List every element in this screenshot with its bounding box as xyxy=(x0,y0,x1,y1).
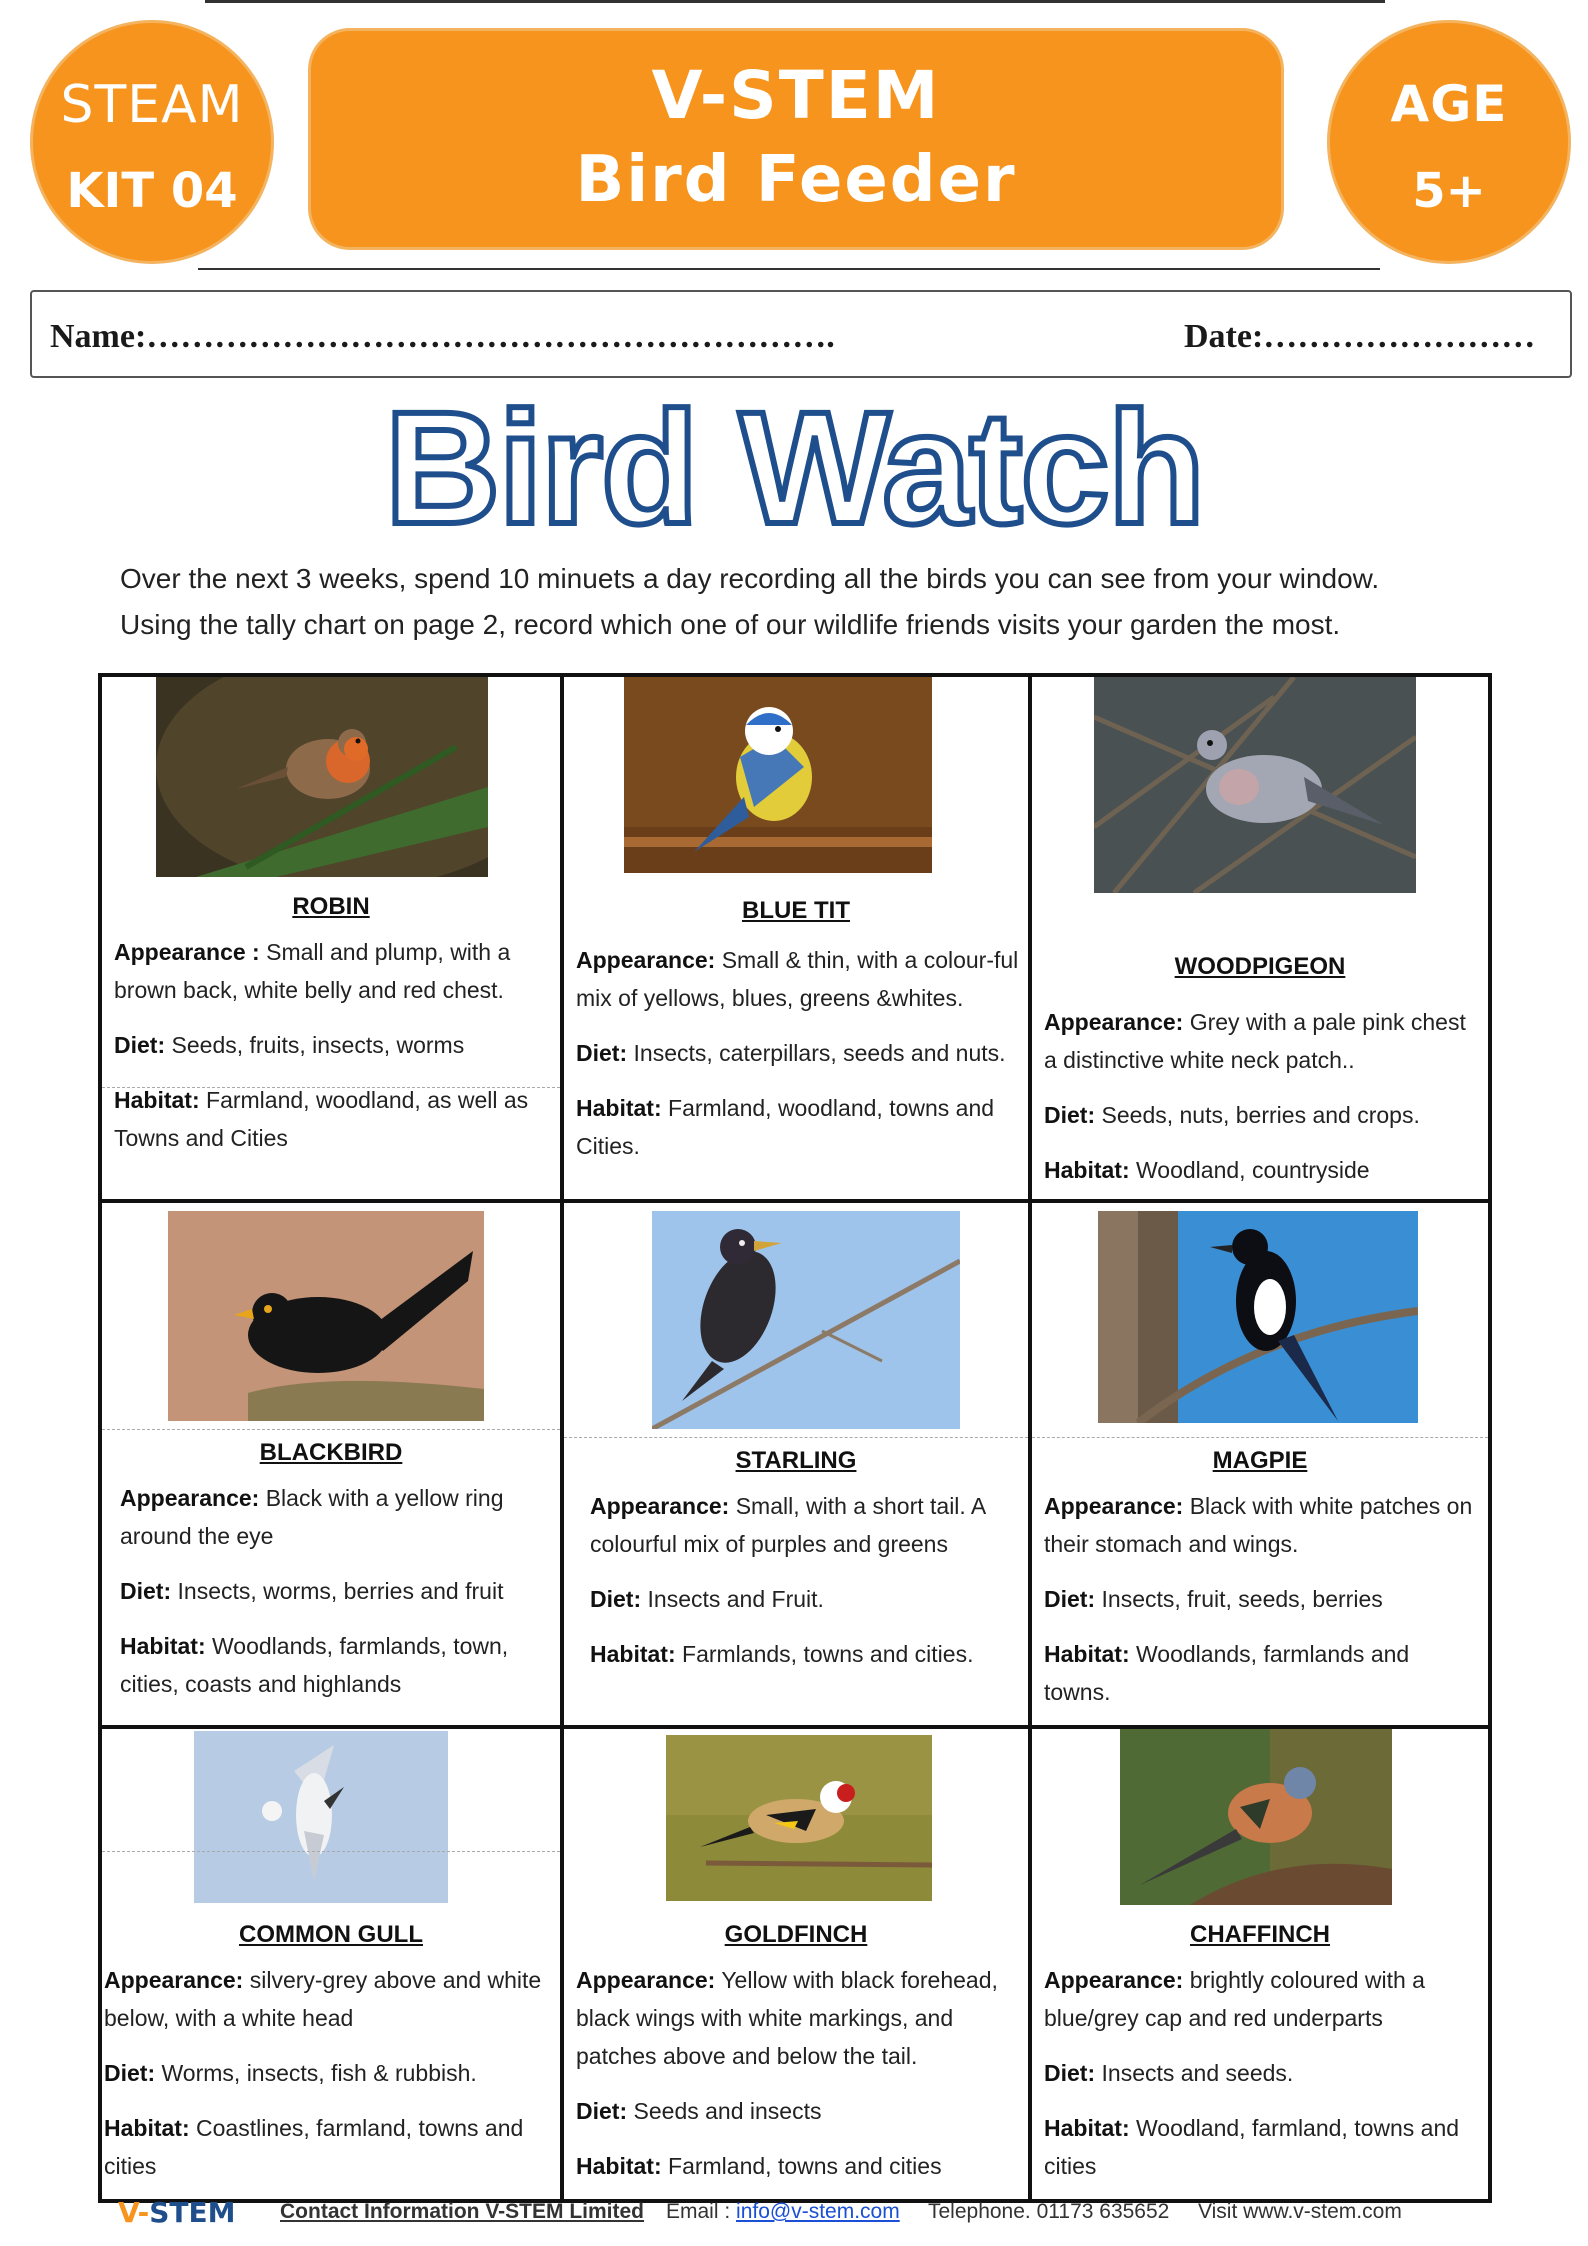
habitat-label: Habitat: xyxy=(576,1095,662,1121)
intro-line1: Over the next 3 weeks, spend 10 minuets a day recording all the birds you can see from your window. xyxy=(120,563,1380,594)
website[interactable]: Visit www.v-stem.com xyxy=(1198,2200,1402,2223)
diet-label: Diet: xyxy=(1044,1586,1096,1612)
habitat-label: Habitat: xyxy=(1044,1641,1130,1667)
appearance-text: Grey with a pale pink chest a distinctive white neck patch.. xyxy=(1044,1009,1466,1073)
footer xyxy=(118,2196,1518,2236)
badge-line1: STEAM xyxy=(60,75,244,135)
bird-info xyxy=(576,941,1020,1182)
diet-text: Insects and Fruit. xyxy=(647,1586,824,1612)
age-label: AGE xyxy=(1390,75,1508,133)
bird-name: ROBIN xyxy=(292,893,370,920)
bird-card-starling xyxy=(564,1203,1032,1729)
bird-card-chaffinch xyxy=(1032,1729,1488,2199)
habitat-text: Woodland, farmland, towns and cities xyxy=(1044,2115,1460,2179)
email-link[interactable]: info@v-stem.com xyxy=(736,2200,900,2223)
appearance-text: Black with a yellow ring around the eye xyxy=(120,1485,504,1549)
diet-text: Seeds and insects xyxy=(633,2098,822,2124)
habitat-text: Woodland, countryside xyxy=(1136,1157,1370,1183)
bird-info xyxy=(590,1487,1020,1690)
blackbird-photo xyxy=(168,1211,484,1421)
name-date-box xyxy=(30,290,1572,378)
dashed-divider xyxy=(102,1429,560,1430)
habitat-label: Habitat: xyxy=(104,2115,190,2141)
diet-text: Insects, worms, berries and fruit xyxy=(177,1578,504,1604)
logo-prefix: V- xyxy=(118,2196,150,2229)
bird-card-robin xyxy=(102,677,564,1203)
diet-label: Diet: xyxy=(1044,1102,1096,1128)
age-badge xyxy=(1327,20,1571,264)
bird-name: WOODPIGEON xyxy=(1174,953,1346,980)
starling-photo xyxy=(652,1211,960,1429)
appearance-label: Appearance : xyxy=(114,939,260,965)
bird-card-blackbird xyxy=(102,1203,564,1729)
intro-text xyxy=(120,556,1500,648)
appearance-label: Appearance: xyxy=(120,1485,260,1511)
vstem-logo xyxy=(118,2196,236,2229)
page-title: Bird Watch xyxy=(384,378,1204,557)
age-value: 5+ xyxy=(1412,163,1486,219)
email-block xyxy=(666,2200,900,2224)
dashed-divider xyxy=(102,1087,560,1088)
appearance-text: silvery-grey above and white below, with a white head xyxy=(104,1967,542,2031)
bird-info xyxy=(1044,1961,1480,2199)
appearance-label: Appearance: xyxy=(104,1967,244,1993)
appearance-label: Appearance: xyxy=(1044,1493,1184,1519)
bird-info xyxy=(1044,1003,1480,1203)
intro-line2: Using the tally chart on page 2, record which one of our wildlife friends visits your garden the most. xyxy=(120,609,1341,640)
habitat-label: Habitat: xyxy=(120,1633,206,1659)
habitat-text: Farmland, woodland, towns and Cities. xyxy=(576,1095,995,1159)
bird-info xyxy=(114,933,552,1174)
robin-photo xyxy=(156,677,488,877)
bird-name: STARLING xyxy=(735,1447,857,1474)
bird-grid xyxy=(98,673,1492,2203)
diet-label: Diet: xyxy=(1044,2060,1096,2086)
kit-title: Bird Feeder xyxy=(575,143,1017,217)
bird-name: MAGPIE xyxy=(1212,1447,1308,1474)
email-label: Email : xyxy=(666,2200,731,2223)
appearance-label: Appearance: xyxy=(1044,1009,1184,1035)
woodpigeon-photo xyxy=(1094,677,1416,893)
habitat-text: Woodlands, farmlands and towns. xyxy=(1044,1641,1410,1705)
bird-name: BLACKBIRD xyxy=(259,1439,403,1466)
appearance-text: brightly coloured with a blue/grey cap and red underparts xyxy=(1044,1967,1425,2031)
appearance-text: Black with white patches on their stomach and wings. xyxy=(1044,1493,1473,1557)
bird-name: BLUE TIT xyxy=(742,897,850,924)
habitat-text: Farmland, woodland, as well as Towns and Cities xyxy=(114,1087,529,1151)
dashed-divider xyxy=(102,1851,560,1852)
bird-info xyxy=(104,1961,552,2199)
diet-label: Diet: xyxy=(576,1040,628,1066)
bird-card-blue-tit xyxy=(564,677,1032,1203)
diet-text: Insects and seeds. xyxy=(1101,2060,1294,2086)
bird-info xyxy=(576,1961,1020,2199)
diet-text: Insects, fruit, seeds, berries xyxy=(1101,1586,1383,1612)
bird-name: GOLDFINCH xyxy=(724,1921,868,1948)
diet-text: Seeds, fruits, insects, worms xyxy=(171,1032,465,1058)
appearance-label: Appearance: xyxy=(576,1967,716,1993)
brand-title: V-STEM xyxy=(651,57,941,134)
dashed-divider xyxy=(564,1437,1028,1438)
contact-heading: Contact Information V-STEM Limited xyxy=(280,2200,645,2223)
top-rule xyxy=(205,0,1385,3)
bird-name: CHAFFINCH xyxy=(1190,1921,1330,1948)
diet-label: Diet: xyxy=(576,2098,628,2124)
chaffinch-photo xyxy=(1120,1729,1392,1905)
appearance-label: Appearance: xyxy=(1044,1967,1184,1993)
diet-label: Diet: xyxy=(104,2060,156,2086)
magpie-photo xyxy=(1098,1211,1418,1423)
habitat-text: Farmland, towns and cities xyxy=(668,2153,942,2179)
bird-info xyxy=(120,1479,552,1720)
bird-name: COMMON GULL xyxy=(239,1921,423,1948)
habitat-label: Habitat: xyxy=(114,1087,200,1113)
logo-text: STEM xyxy=(149,2196,236,2229)
appearance-label: Appearance: xyxy=(590,1493,730,1519)
telephone: Telephone. 01173 635652 xyxy=(928,2200,1170,2223)
bird-card-woodpigeon xyxy=(1032,677,1488,1203)
date-field[interactable]: Date:…………………… xyxy=(1184,318,1536,355)
diet-text: Insects, caterpillars, seeds and nuts. xyxy=(633,1040,1006,1066)
habitat-text: Woodlands, farmlands, town, cities, coasts and highlands xyxy=(120,1633,509,1697)
diet-text: Worms, insects, fish & rubbish. xyxy=(161,2060,477,2086)
habitat-text: Farmlands, towns and cities. xyxy=(682,1641,974,1667)
diet-text: Seeds, nuts, berries and crops. xyxy=(1101,1102,1420,1128)
diet-label: Diet: xyxy=(120,1578,172,1604)
bird-info xyxy=(1044,1487,1480,1728)
appearance-text: Small, with a short tail. A colourful mix of purples and greens xyxy=(590,1493,985,1557)
header-rule xyxy=(198,268,1380,270)
name-field[interactable]: Name:……………………………………………………. xyxy=(50,318,835,355)
habitat-label: Habitat: xyxy=(1044,2115,1130,2141)
bird-card-common-gull xyxy=(102,1729,564,2199)
habitat-text: Coastlines, farmland, towns and cities xyxy=(104,2115,524,2179)
goldfinch-photo xyxy=(666,1735,932,1901)
dashed-divider xyxy=(1032,1437,1488,1438)
appearance-text: Yellow with black forehead, black wings with white markings, and patches above and below the tail. xyxy=(576,1967,998,2069)
bird-card-goldfinch xyxy=(564,1729,1032,2199)
habitat-label: Habitat: xyxy=(1044,1157,1130,1183)
badge-line2: KIT 04 xyxy=(66,163,238,219)
bird-card-magpie xyxy=(1032,1203,1488,1729)
appearance-label: Appearance: xyxy=(576,947,716,973)
title-banner xyxy=(308,28,1284,250)
appearance-text: Small and plump, with a brown back, white belly and red chest. xyxy=(114,939,511,1003)
blue-tit-photo xyxy=(624,677,932,873)
appearance-text: Small & thin, with a colour-ful mix of yellows, blues, greens &whites. xyxy=(576,947,1019,1011)
habitat-label: Habitat: xyxy=(576,2153,662,2179)
diet-label: Diet: xyxy=(590,1586,642,1612)
common-gull-photo xyxy=(194,1731,448,1903)
habitat-label: Habitat: xyxy=(590,1641,676,1667)
diet-label: Diet: xyxy=(114,1032,166,1058)
steam-kit-badge xyxy=(30,20,274,264)
